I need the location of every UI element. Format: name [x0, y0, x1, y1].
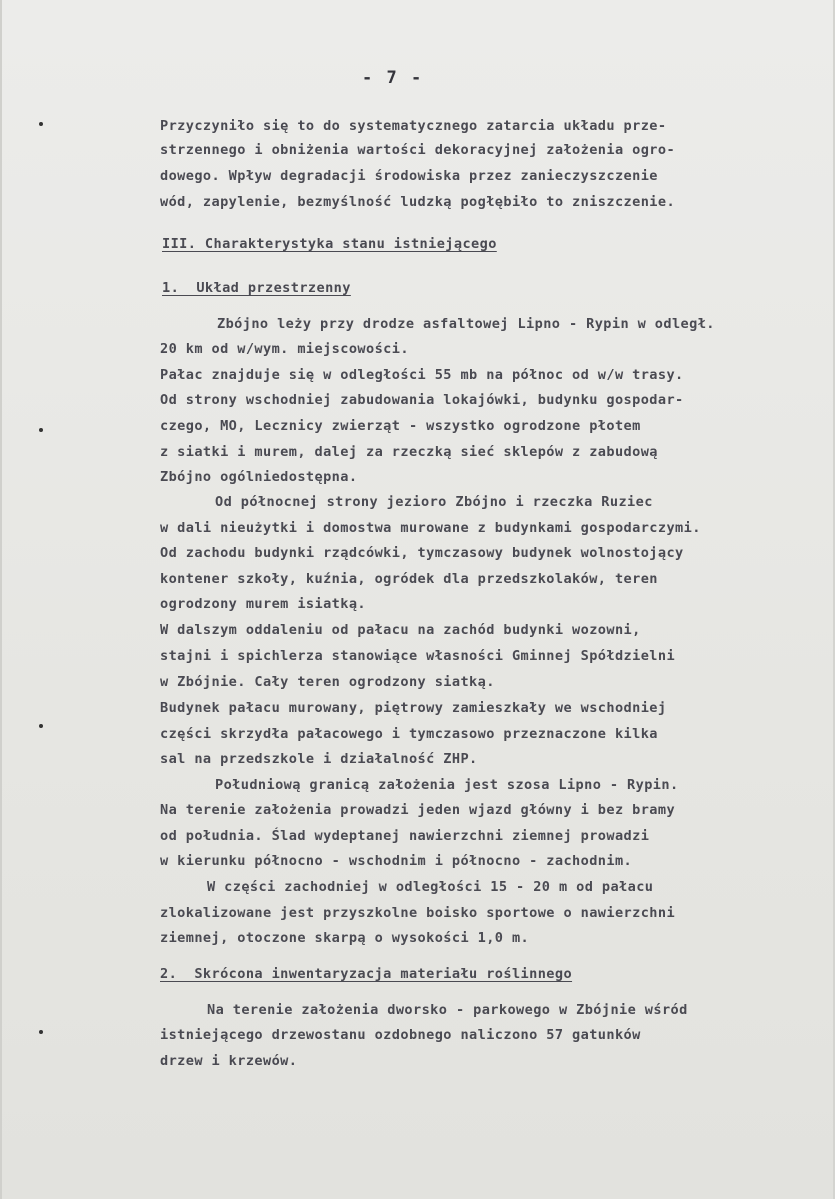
text-line: Na terenie założenia dworsko - parkowego w Zbójnie wśród: [207, 1002, 688, 1018]
text-line: zlokalizowane jest przyszkolne boisko sportowe o nawierzchni: [160, 905, 676, 921]
margin-dot: [39, 428, 43, 432]
text-line: dowego. Wpływ degradacji środowiska przez zanieczyszczenie: [160, 168, 658, 184]
margin-dot: [39, 724, 43, 728]
text-line: Na terenie założenia prowadzi jeden wjazd główny i bez bramy: [160, 802, 676, 818]
margin-dot: [39, 122, 43, 126]
text-line: Zbójno leży przy drodze asfaltowej Lipno - Rypin w odległ.: [217, 316, 715, 332]
text-line: Zbójno ogólniedostępna.: [160, 469, 358, 485]
text-line: czego, MO, Lecznicy zwierząt - wszystko ogrodzone płotem: [160, 418, 641, 434]
text-line: części skrzydła pałacowego i tymczasowo przeznaczone kilka: [160, 726, 658, 742]
text-line: ogrodzony murem isiatką.: [160, 596, 367, 612]
text-line: stajni i spichlerza stanowiące własności Gminnej Spółdzielni: [160, 648, 676, 664]
text-line: Przyczyniło się to do systematycznego zatarcia układu prze-: [160, 118, 667, 134]
text-line: w Zbójnie. Cały teren ogrodzony siatką.: [160, 674, 495, 690]
text-line: Południową granicą założenia jest szosa Lipno - Rypin.: [215, 777, 679, 793]
text-line: Od północnej strony jezioro Zbójno i rzeczka Ruziec: [215, 494, 653, 510]
text-line: W części zachodniej w odległości 15 - 20 m od pałacu: [207, 879, 654, 895]
text-line: z siatki i murem, dalej za rzeczką sieć sklepów z zabudową: [160, 444, 658, 460]
subsection-heading: 2. Skrócona inwentaryzacja materiału roślinnego: [160, 966, 573, 982]
text-line: sal na przedszkole i działalność ZHP.: [160, 751, 478, 767]
text-line: od południa. Ślad wydeptanej nawierzchni ziemnej prowadzi: [160, 828, 650, 844]
text-line: Budynek pałacu murowany, piętrowy zamieszkały we wschodniej: [160, 700, 667, 716]
text-line: Pałac znajduje się w odległości 55 mb na północ od w/w trasy.: [160, 367, 684, 383]
text-line: ziemnej, otoczone skarpą o wysokości 1,0 m.: [160, 930, 530, 946]
text-line: istniejącego drzewostanu ozdobnego naliczono 57 gatunków: [160, 1027, 641, 1043]
text-line: wód, zapylenie, bezmyślność ludzką pogłębiło to zniszczenie.: [160, 194, 676, 210]
text-line: W dalszym oddaleniu od pałacu na zachód budynki wozowni,: [160, 622, 641, 638]
section-heading: III. Charakterystyka stanu istniejącego: [162, 236, 497, 252]
text-line: 20 km od w/wym. miejscowości.: [160, 341, 409, 357]
margin-dot: [39, 1030, 43, 1034]
text-line: w dali nieużytki i domostwa murowane z budynkami gospodarczymi.: [160, 520, 701, 536]
text-line: drzew i krzewów.: [160, 1053, 298, 1069]
text-line: Od zachodu budynki rządcówki, tymczasowy budynek wolnostojący: [160, 545, 684, 561]
subsection-heading: 1. Układ przestrzenny: [162, 280, 351, 296]
page-number: - 7 -: [362, 68, 424, 88]
text-line: w kierunku północno - wschodnim i północno - zachodnim.: [160, 853, 633, 869]
text-line: Od strony wschodniej zabudowania lokajówki, budynku gospodar-: [160, 392, 684, 408]
text-line: kontener szkoły, kuźnia, ogródek dla przedszkolaków, teren: [160, 571, 658, 587]
text-line: strzennego i obniżenia wartości dekoracyjnej założenia ogro-: [160, 142, 676, 158]
